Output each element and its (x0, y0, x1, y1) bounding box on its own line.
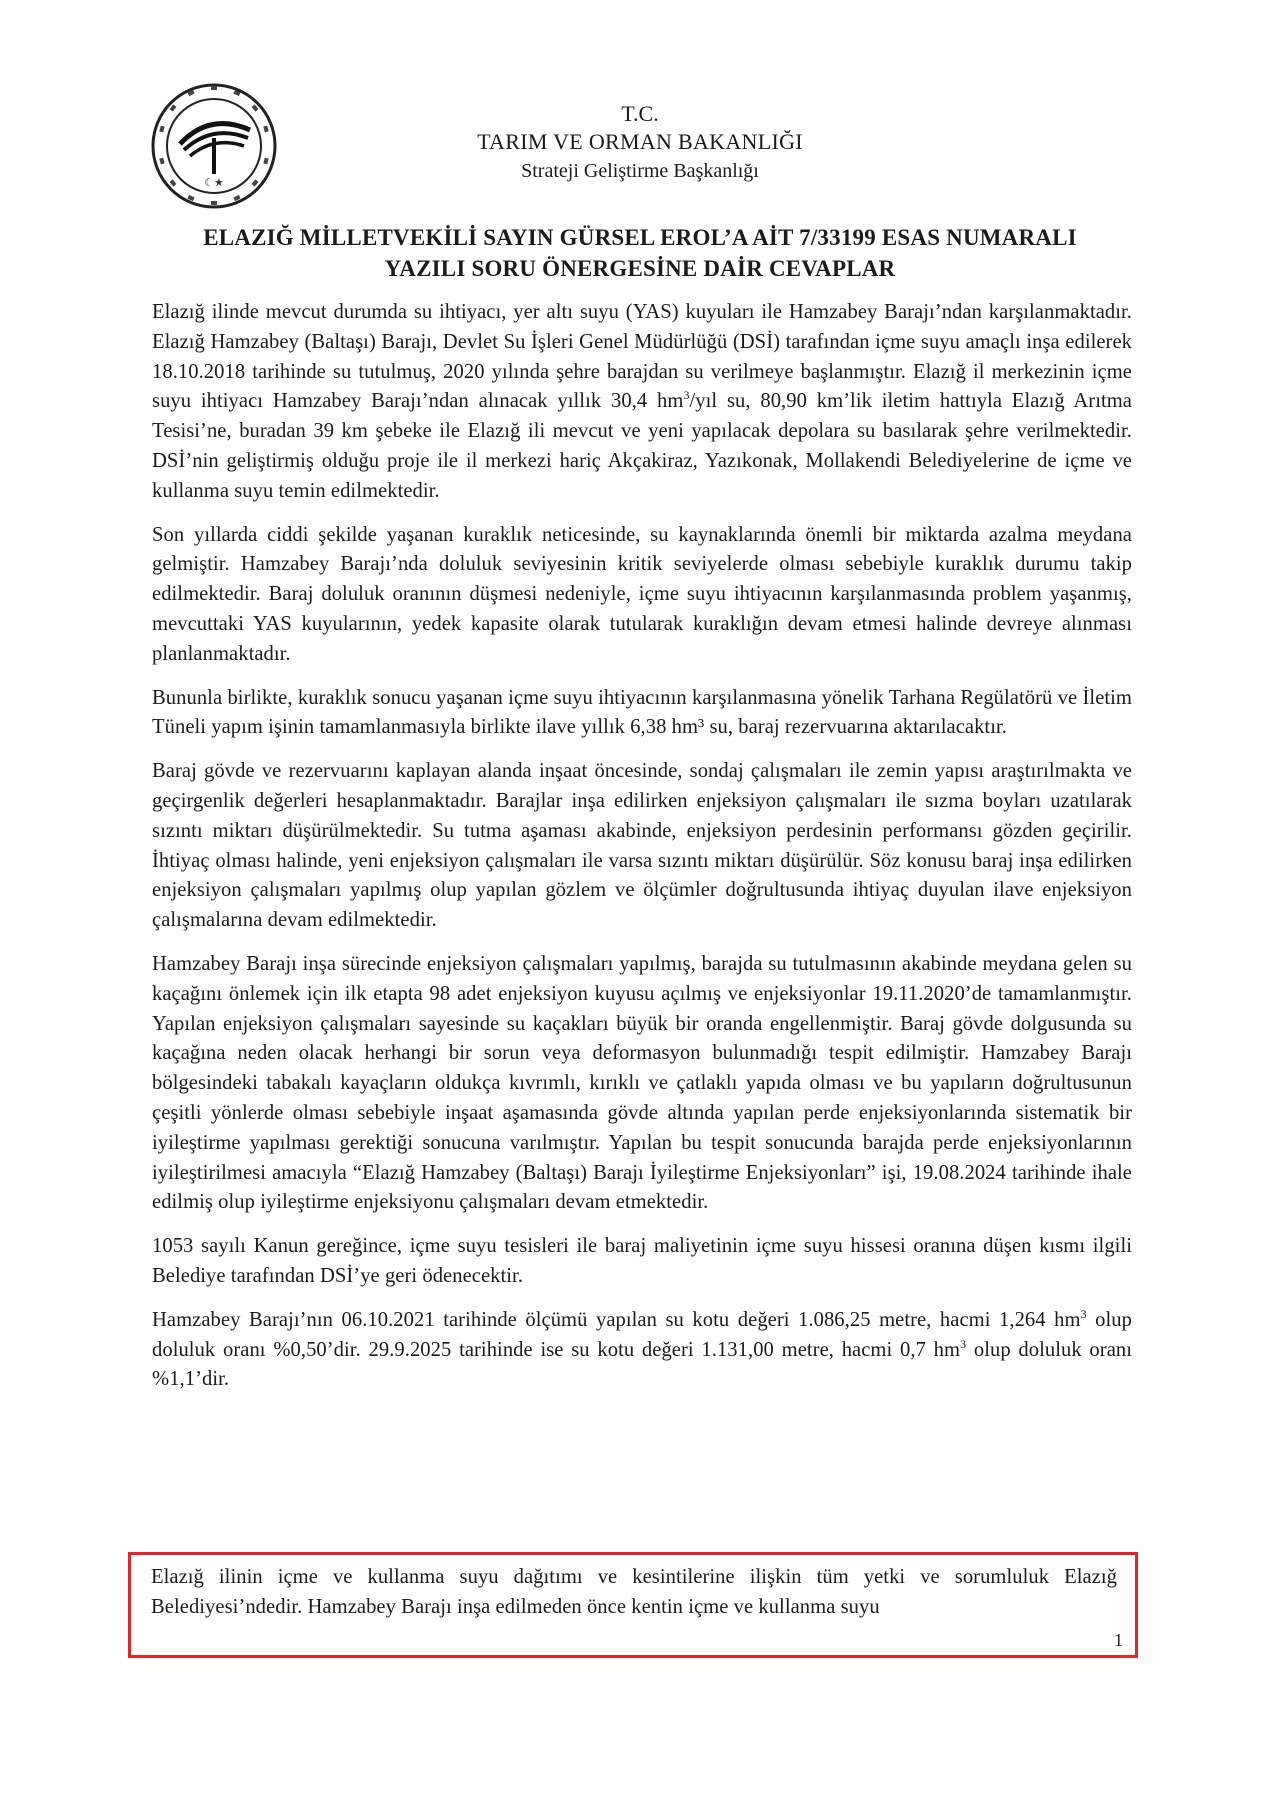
paragraph-4: Baraj gövde ve rezervuarını kaplayan alanda inşaat öncesinde, sondaj çalışmaları ile zemin yapısı araştırılmakta ve geçirgenlik değerleri hesaplanmaktadır. Barajlar inşa edilirken enjeksiyon çalışmaları ile sızma boyları uzatılarak sızıntı miktarı düşürülmektedir. Su tutma aşaması akabinde, enjeksiyon perdesinin performansı gözden geçirilir. İhtiyaç olması halinde, yeni enjeksiyon çalışmaları ile varsa sızıntı miktarı düşürülür. Söz konusu baraj inşa edilirken enjeksiyon çalışmaları yapılmış olup yapılan gözlem ve ölçümler doğrultusunda ihtiyaç duyulan ilave enjeksiyon çalışmalarına devam edilmektedir. (152, 760, 1132, 932)
p7-text-c: olup doluluk oranı %1,1’dir. (152, 1338, 1132, 1391)
document-title (130, 222, 1150, 284)
paragraph-5: Hamzabey Barajı inşa sürecinde enjeksiyon çalışmaları yapılmış, barajda su tutulmasının akabinde meydana gelen su kaçağını önlemek için ilk etapta 98 adet enjeksiyon kuyusu açılmış ve enjeksiyonlar 19.11.2020’de tamamlanmıştır. Yapılan enjeksiyon çalışmaları sayesinde su kaçakları büyük bir oranda engellenmiştir. Baraj gövde dolgusunda su kaçağına neden olacak herhangi bir sorun veya deformasyon bulunmadığı tespit edilmiştir. Hamzabey Barajı bölgesindeki tabakalı kayaçların oldukça kıvrımlı, kırıklı ve çatlaklı yapıda olması ve bu yapıların doğrultusunun çeşitli yönlerde olması sebebiyle inşaat aşamasında gövde altında yapılan perde enjeksiyonlarında sistematik bir iyileştirme yapılması gerektiği sonucuna varılmıştır. Yapılan bu tespit sonucunda barajda perde enjeksiyonlarının iyileştirilmesi amacıyla “Elazığ Hamzabey (Baltaşı) Barajı İyileştirme Enjeksiyonları” işi, 19.08.2024 tarihinde ihale edilmiş olup iyileştirme enjeksiyonu çalışmaları devam etmektedir. (152, 952, 1132, 1214)
p7-text-a: Hamzabey Barajı’nın 06.10.2021 tarihinde ölçümü yapılan su kotu değeri 1.086,25 metre, hacmi 1,264 hm (152, 1308, 1081, 1331)
highlighted-paragraph-box (128, 1552, 1138, 1658)
paragraph-1 (152, 298, 1132, 507)
title-line-2: YAZILI SORU ÖNERGESİNE DAİR CEVAPLAR (384, 256, 896, 281)
p1-text-a: Elazığ ilinde mevcut durumda su ihtiyacı, yer altı suyu (YAS) kuyuları ile Hamzabey Barajı’ndan karşılanmaktadır. Elazığ Hamzabey (Baltaşı) Barajı, Devlet Su İşleri Genel Müdürlüğü (DSİ) tarafından içme suyu amaçlı inşa edilerek 18.10.2018 tarihinde su tutulmuş, 2020 yılında şehre barajdan su verilmeye başlanmıştır. Elazığ il merkezinin içme suyu ihtiyacı Hamzabey Barajı’ndan alınacak yıllık 30,4 hm (152, 301, 1132, 413)
letter-header (420, 100, 860, 186)
p7-sup-2: 3 (960, 1336, 967, 1351)
page-number: 1 (1114, 1630, 1123, 1650)
paragraph-2: Son yıllarda ciddi şekilde yaşanan kuraklık neticesinde, su kaynaklarında önemli bir miktarda azalma meydana gelmiştir. Hamzabey Barajı’nda doluluk seviyesinin kritik seviyelerde olması sebebiyle kuraklık durumu takip edilmektedir. Baraj doluluk oranının düşmesi nedeniyle, içme suyu ihtiyacının karşılanmasında problem yaşanmış, mevcuttaki YAS kuyularının, yedek kapasite olarak tutularak kuraklığın devam etmesi halinde devreye alınması planlanmaktadır. (152, 523, 1132, 665)
title-line-1: ELAZIĞ MİLLETVEKİLİ SAYIN GÜRSEL EROL’A AİT 7/33199 ESAS NUMARALI (203, 225, 1077, 250)
p7-sup-1: 3 (1080, 1306, 1087, 1321)
p7-text-b: olup doluluk oranı %0,50’dir. 29.9.2025 tarihinde ise su kotu değeri 1.131,00 metre, hacmi 0,7 hm (152, 1308, 1132, 1361)
p1-sup: 3 (683, 388, 690, 403)
logo-star-moon: ☾★ (204, 176, 224, 189)
paragraph-3: Bununla birlikte, kuraklık sonucu yaşanan içme suyu ihtiyacının karşılanmasına yönelik Tarhana Regülatörü ve İletim Tüneli yapım işinin tamamlanmasıyla birlikte ilave yıllık 6,38 hm³ su, baraj rezervuarına aktarılacaktır. (152, 686, 1132, 739)
paragraph-6: 1053 sayılı Kanun gereğince, içme suyu tesisleri ile baraj maliyetinin içme suyu hissesi oranına düşen kısmı ilgili Belediye tarafından DSİ’ye geri ödenecektir. (152, 1235, 1132, 1287)
header-ministry: TARIM VE ORMAN BAKANLIĞI (477, 129, 803, 154)
header-department: Strateji Geliştirme Başkanlığı (521, 160, 759, 182)
ministry-seal-icon (150, 82, 278, 210)
paragraph-7 (152, 1306, 1132, 1395)
p1-text-b: /yıl su, 80,90 km’lik iletim hattıyla Elazığ Arıtma Tesisi’ne, buradan 39 km şebeke ile Elazığ ili mevcut ve yeni yapılacak depolara su basılarak şehre verilmektedir. DSİ’nin geliştirmiş olduğu proje ile il merkezi hariç Akçakiraz, Yazıkonak, Mollakendi Belediyelerine de içme ve kullanma suyu temin edilmektedir. (152, 390, 1132, 502)
paragraph-8: Elazığ ilinin içme ve kullanma suyu dağıtımı ve kesintilerine ilişkin tüm yetki ve sorumluluk Elazığ Belediyesi’ndedir. Hamzabey Barajı inşa edilmeden önce kentin içme ve kullanma suyu (151, 1566, 1117, 1618)
document-body (152, 298, 1132, 1409)
header-tc: T.C. (621, 101, 659, 126)
